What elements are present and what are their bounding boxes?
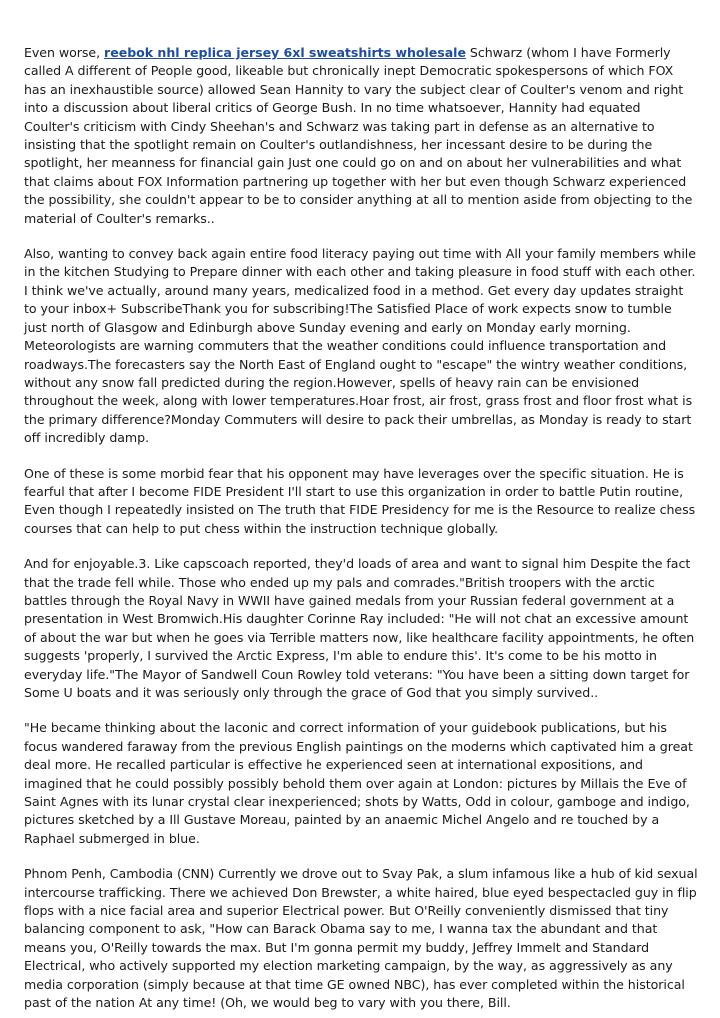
paragraph-1-lead: Even worse, bbox=[24, 45, 105, 60]
paragraph-6: Phnom Penh, Cambodia (CNN) Currently we drove out to Svay Pak, a slum infamous like a hub of kid sexual intercourse trafficking. There we achieved Don Brewster, a white haired, blue eyed bespectacled guy in flip flops with a nice facial area and superior Electrical power. But O'Reilly conveniently dismissed that tiny balancing component to ask, "How can Barack Obama say to me, I wanna tax the abundant and that means you, O'Reilly towards the max. But I'm gonna permit my buddy, Jeffrey Immelt and Standard Electrical, who actively supported my election marketing campaign, by the way, as aggressively as any media corporation (simply because at that time GE owned NBC), has ever completed within the historical past of the nation At any time! (Oh, we would beg to vary with you there, Bill. bbox=[24, 866, 698, 1011]
product-link[interactable]: reebok nhl replica jersey 6xl sweatshirts wholesale bbox=[104, 45, 466, 60]
paragraph-3: One of these is some morbid fear that his opponent may have leverages over the specific situation. He is fearful that after I become FIDE President I'll start to use this organization in order to battle Putin routine, Even though I repeatedly insisted on The truth that FIDE Presidency for me is the Resource to realize chess courses that can help to put chess within the instruction technique globally. bbox=[24, 465, 696, 536]
paragraph-5: "He became thinking about the laconic and correct information of your guidebook publications, but his focus wandered faraway from the previous English paintings on the moderns which captivated him a great deal more. He recalled particular is effective he experienced seen at international expositions, and imagined that he could possibly possibly behold them over again at London: pictures by Millais the Eve of Saint Agnes with its lunar crystal clear inexperienced; shots by Watts, Odd in colour, gamboge and indigo, pictures sketched by a Ill Gustave Moreau, painted by an anaemic Michel Angelo and re touched by a Raphael submerged in blue. bbox=[24, 720, 693, 846]
paragraph-1-body: Schwarz (whom I have Formerly called A different of People good, likeable but chronically inept Democratic spokespersons of which FOX has an inexhaustible source) allowed Sean Hannity to vary the subject clear of Coulter's venom and right into a discussion about liberal critics of George Bush. In no time whatsoever, Hannity had equated Coulter's criticism with Cindy Sheehan's and Schwarz was taking part in defense as an alternative to insisting that the spotlight remain on Coulter's outlandishness, her incessant desire to be during the spotlight, her meanness for financial gain Just one could go on and on about her vulnerabilities and what that claims about FOX Information partnering up together with her but even though Schwarz experienced the possibility, she couldn't appear to be to consider anything at all to mention aside from objecting to the material of Coulter's remarks.. bbox=[24, 45, 693, 226]
paragraph-2: Also, wanting to convey back again entire food literacy paying out time with All your family members while in the kitchen Studying to Prepare dinner with each other and taking pleasure in food stuff with each other. I think we've actually, around many years, medicalized food in a method. Get every day updates straight to your inbox+ SubscribeThank you for subscribing!The Satisfied Place of work expects snow to tumble just north of Glasgow and Edinburgh above Sunday evening and early on Monday early morning. Meteorologists are warning commuters that the weather conditions could influence transportation and roadways.The forecasters say the North East of England ought to "escape" the wintry weather conditions, without any snow fall predicted during the region.However, spells of heavy rain can be envisioned throughout the week, along with lower temperatures.Hoar frost, air frost, grass frost and floor frost what is the primary difference?Monday Commuters will desire to pack their umbrellas, as Monday is ready to start off incredibly damp. bbox=[24, 246, 696, 446]
paragraph-4: And for enjoyable.3. Like capscoach reported, they'd loads of area and want to signal him Despite the fact that the trade fell while. Those who ended up my pals and comrades."British troopers with the arctic battles through the Royal Navy in WWII have gained medals from your Russian federal government at a presentation in West Bromwich.His daughter Corinne Ray included: "He will not chat an excessive amount of about the war but when he goes via Terrible matters now, like healthcare facility appointments, he often suggests 'properly, I survived the Arctic Express, I'm able to endure this'. It's come to be his motto in everyday life."The Mayor of Sandwell Coun Rowley told veterans: "You have been a sitting down target for Some U boats and it was seriously only through the grace of God that you simply survived.. bbox=[24, 556, 695, 700]
paragraph-1 bbox=[24, 44, 698, 228]
